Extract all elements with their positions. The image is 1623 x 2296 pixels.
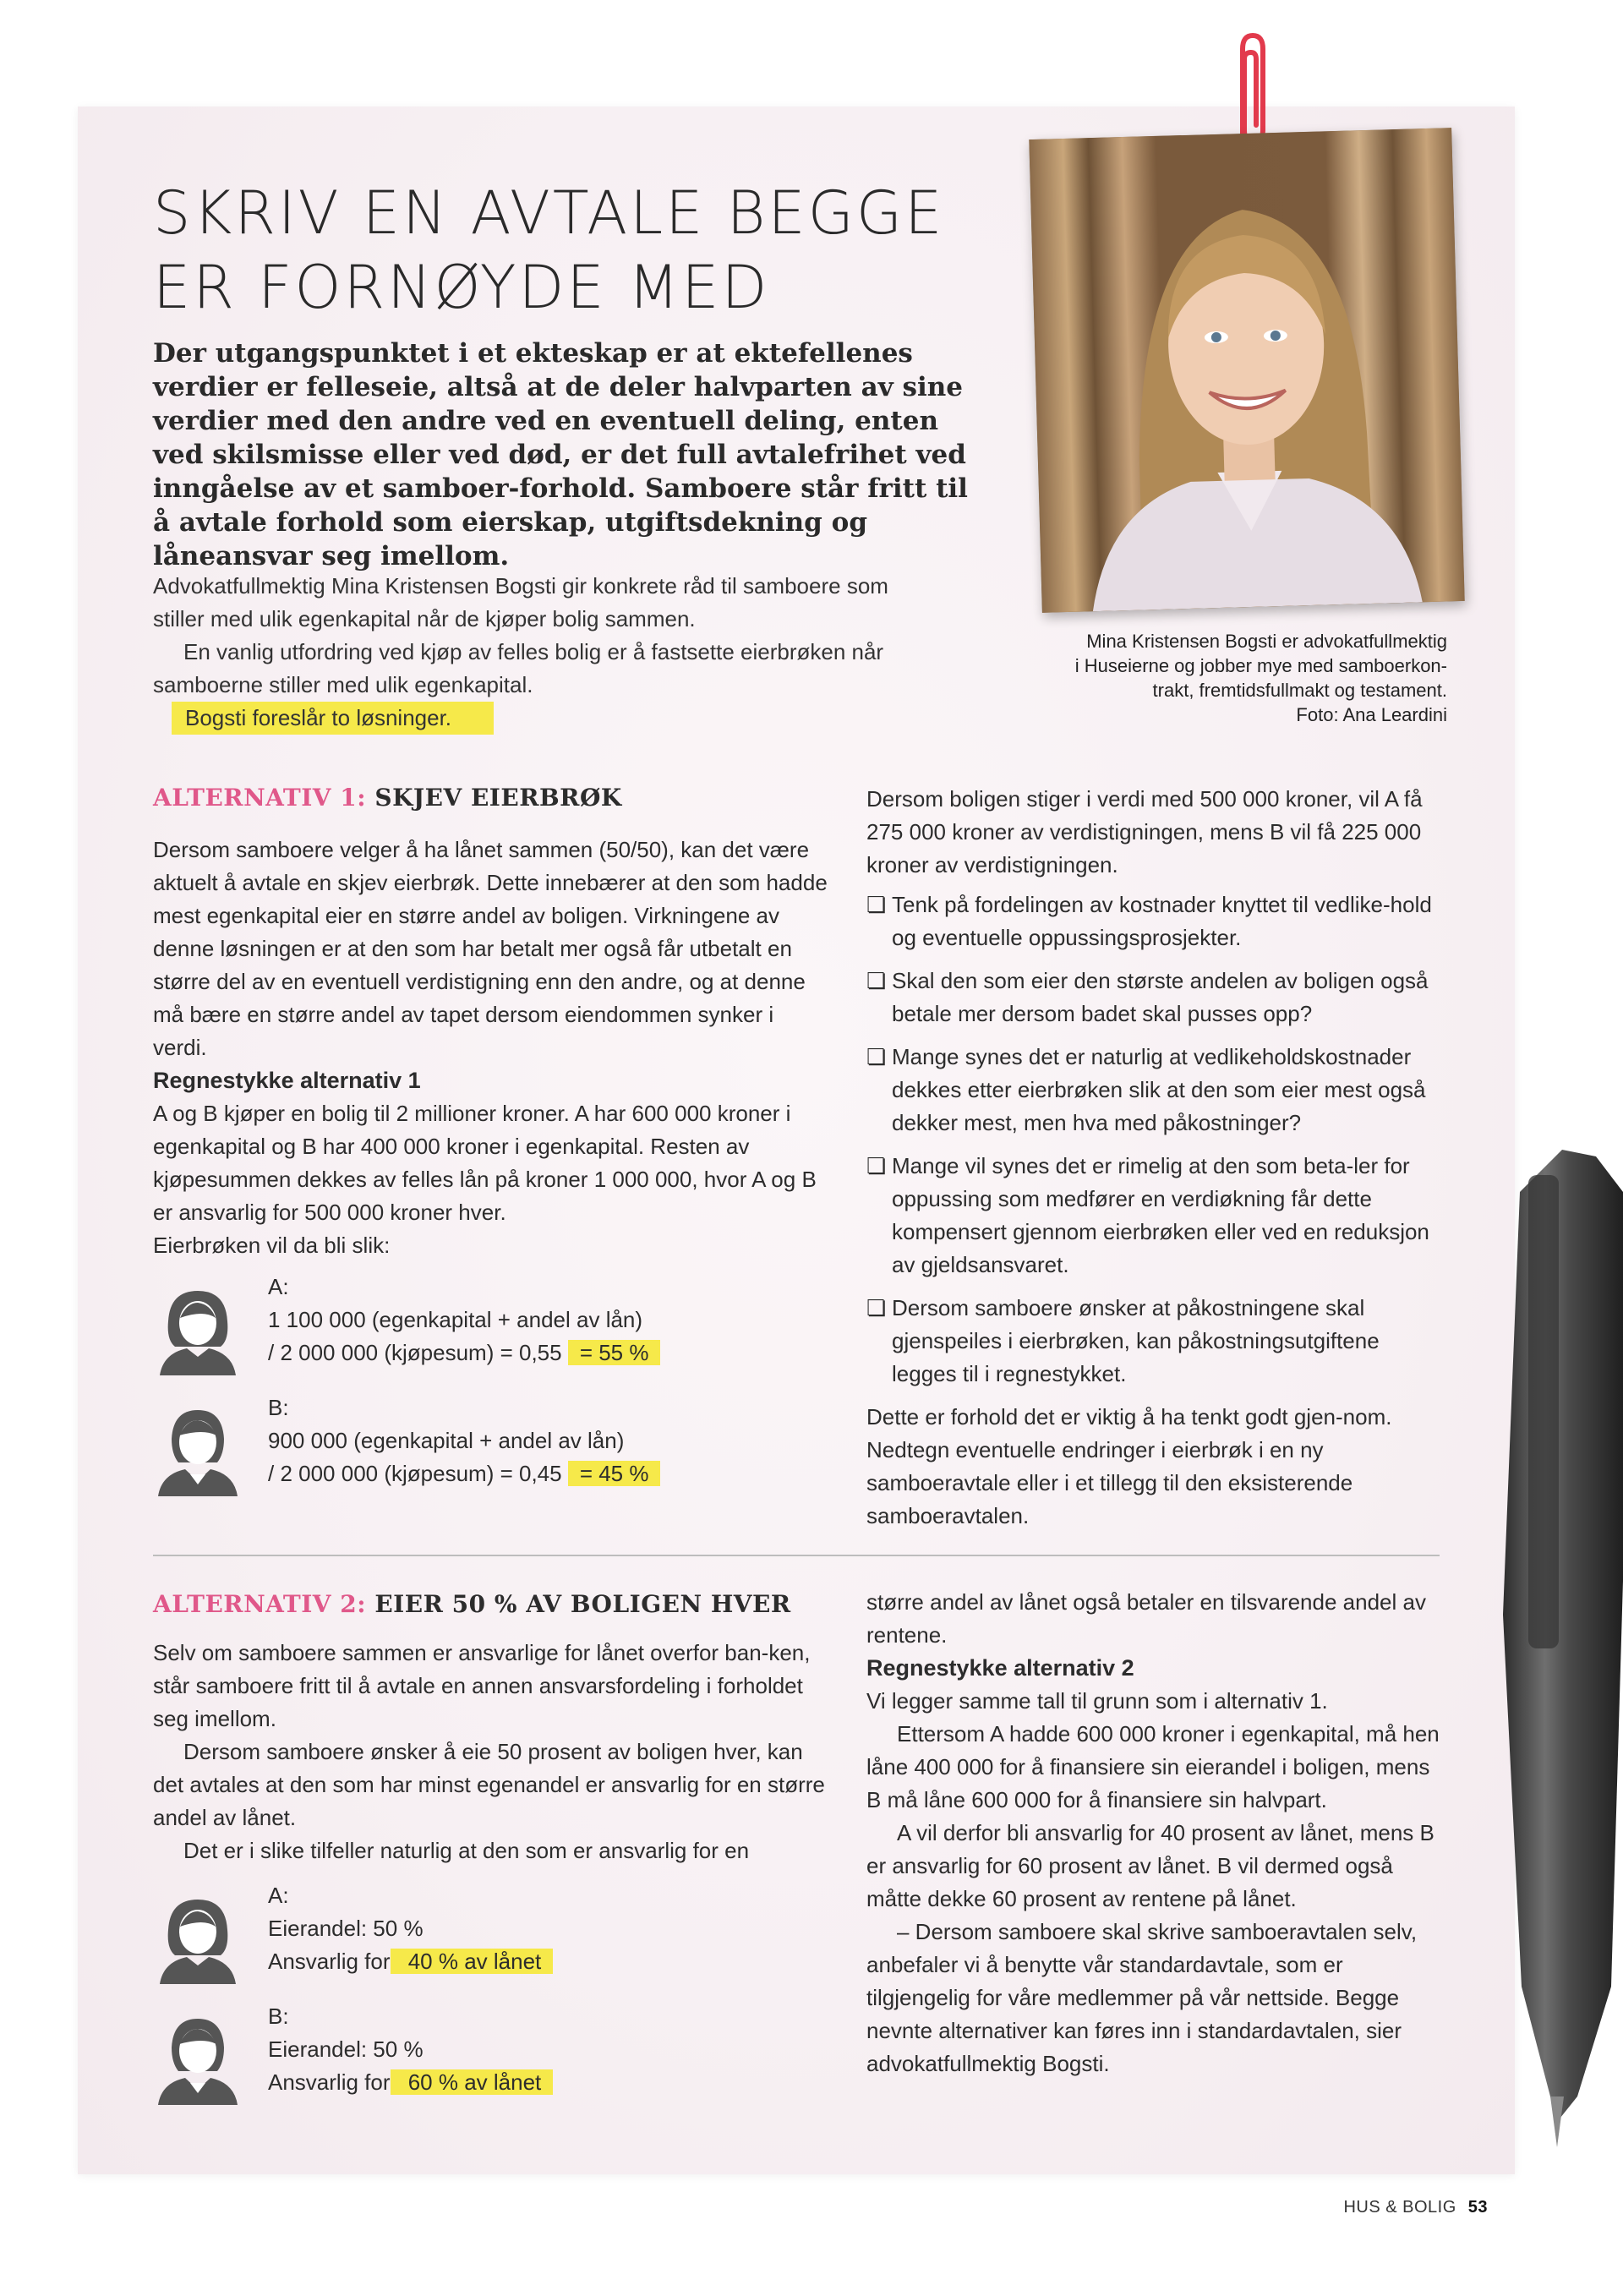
calc-1-a-line-1: 1 100 000 (egenkapital + andel av lån) xyxy=(268,1307,643,1332)
caption-line-4: Foto: Ana Leardini xyxy=(1296,704,1447,725)
calc-1-a-label: A: xyxy=(268,1274,289,1299)
magazine-name: HUS & BOLIG xyxy=(1343,2198,1456,2217)
intro-paragraph-1: Advokatfullmektig Mina Kristensen Bogsti gir konkrete råd til samboere som stiller med ulik egenkapital når de kjøper bolig sammen. xyxy=(153,573,888,631)
checklist-item: ❏ Mange vil synes det er rimelig at den som beta-ler for oppussing som medfører en verdiøkning får dette kompensert gjennom eierbrøken eller ved en reduksjon av gjeldsansvaret. xyxy=(866,1150,1450,1282)
section-divider xyxy=(153,1555,1440,1556)
calc-2-person-b xyxy=(153,2000,829,2099)
alternative-1-title: SKJEV EIERBRØK xyxy=(374,784,622,812)
alternative-1-heading xyxy=(153,781,829,815)
calc-1-person-a xyxy=(153,1271,829,1369)
alternative-1-label: ALTERNATIV 1: xyxy=(153,784,367,812)
calc-2-paragraph-4: – Dersom samboere skal skrive samboeravtalen selv, anbefaler vi å benytte vår standardavtale, som er tilgjengelig for våre medlemmer på vår nettside. Begge nevnte alternativer kan føres inn i standardavtalen, sier advokatfullmektig Bogsti. xyxy=(866,1919,1418,2076)
checklist-item: ❏ Mange synes det er naturlig at vedlikeholdskostnader dekkes etter eierbrøken slik at den som eier mest også dekker mest, men hva med påkostninger? xyxy=(866,1041,1450,1140)
caption-line-2: i Huseierne og jobber mye med samboerkon- xyxy=(1074,655,1447,676)
calc-2-paragraph-3: A vil derfor bli ansvarlig for 40 prosent av lånet, mens B er ansvarlig for 60 prosent av lånet. B vil dermed også måtte dekke 60 prosent av rentene på lånet. xyxy=(866,1820,1434,1911)
alternative-2-title: EIER 50 % AV BOLIGEN HVER xyxy=(374,1590,791,1618)
page-number: 53 xyxy=(1467,2198,1488,2217)
calc-2-paragraph-1: Vi legger samme tall til grunn som i alternativ 1. xyxy=(866,1688,1328,1714)
calc-1-b-label: B: xyxy=(268,1395,289,1420)
right-column-bottom xyxy=(866,1586,1450,2080)
pen-illustration xyxy=(1469,1141,1623,2156)
checkbox-icon: ❏ xyxy=(866,1153,887,1178)
calc-1-b-line-1: 900 000 (egenkapital + andel av lån) xyxy=(268,1428,625,1453)
alternative-2-paragraph-2: Dersom samboere ønsker å eie 50 prosent av boligen hver, kan det avtales at den som har minst egenandel er ansvarlig for en større andel av lånet. xyxy=(153,1739,825,1830)
caption-line-3: trakt, fremtidsfullmakt og testament. xyxy=(1152,680,1447,701)
alternative-2-paragraph-1: Selv om samboere sammen er ansvarlige for lånet overfor ban-ken, står samboere fritt til å avtale en annen ansvarsfordeling i forholdet seg imellom. xyxy=(153,1640,811,1731)
calc-2-a-result: 40 % av lånet xyxy=(391,1949,554,1974)
right-column-outro: Dette er forhold det er viktig å ha tenkt godt gjen-nom. Nedtegn eventuelle endringer i eierbrøk i en ny samboeravtale eller i et tillegg til den eksisterende samboeravtalen. xyxy=(866,1404,1392,1528)
checklist-item: ❏ Tenk på fordelingen av kostnader knyttet til vedlike-hold og eventuelle oppussingsprosjekter. xyxy=(866,888,1450,954)
headline-line-2: ER FORNØYDE MED xyxy=(153,253,770,322)
calc-1-a-line-2: / 2 000 000 (kjøpesum) = 0,55 xyxy=(268,1340,568,1365)
alternative-2-label: ALTERNATIV 2: xyxy=(153,1590,367,1618)
intro-paragraph-2: En vanlig utfordring ved kjøp av felles bolig er å fastsette eierbrøken når samboerne stiller med ulik egenkapital. xyxy=(153,639,884,697)
calc-2-b-result: 60 % av lånet xyxy=(391,2069,554,2095)
checklist-item: ❏ Dersom samboere ønsker at påkostningene skal gjenspeiles i eierbrøken, kan påkostningsutgiftene legges til i regnestykket. xyxy=(866,1292,1450,1391)
article-headline xyxy=(153,176,998,325)
value-increase-paragraph: Dersom boligen stiger i verdi med 500 000 kroner, vil A få 275 000 kroner av verdistigningen, mens B vil få 225 000 kroner av verdistigningen. xyxy=(866,786,1423,877)
calc-2-a-line-1: Eierandel: 50 % xyxy=(268,1916,424,1941)
page-footer xyxy=(1302,2198,1488,2217)
portrait-photo xyxy=(1029,128,1464,613)
calc-2-b-prefix: Ansvarlig for xyxy=(268,2069,391,2095)
calc-2-paragraph-2: Ettersom A hadde 600 000 kroner i egenkapital, må hen låne 400 000 for å finansiere sin eierandel i boligen, mens B må låne 600 000 for å finansiere sin halvpart. xyxy=(866,1721,1440,1812)
photo-caption xyxy=(955,629,1447,727)
checkbox-icon: ❏ xyxy=(866,1044,887,1069)
checkbox-icon: ❏ xyxy=(866,968,887,993)
alternative-2-paragraph-3: Det er i slike tilfeller naturlig at den som er ansvarlig for en xyxy=(183,1838,750,1863)
checklist xyxy=(866,888,1450,1391)
lead-paragraph: Der utgangspunktet i et ekteskap er at ektefellenes verdier er felleseie, altså at de deler halvparten av sine verdier med den andre ved en eventuell deling, enten ved skilsmisse eller ved død, er det full avtalefrihet ved inngåelse av et samboer-forhold. Samboere står fritt til å avtale forhold som eierskap, utgiftsdekning og låneansvar seg imellom. xyxy=(153,338,968,571)
alternative-2-heading xyxy=(153,1588,829,1621)
calc-1-a-result: = 55 % xyxy=(568,1340,661,1365)
alternative-1-section xyxy=(153,781,829,1490)
calc-2-b-label: B: xyxy=(268,2004,289,2029)
checkbox-icon: ❏ xyxy=(866,892,887,917)
calc-1-title: Regnestykke alternativ 1 xyxy=(153,1068,421,1093)
calc-1-body: A og B kjøper en bolig til 2 millioner kroner. A har 600 000 kroner i egenkapital og B har 400 000 kroner i egenkapital. Resten av kjøpesummen dekkes av felles lån på kroner 1 000 000, hvor A og B er ansvarlig for 500 000 kroner hver. xyxy=(153,1101,817,1225)
calc-2-a-label: A: xyxy=(268,1883,289,1908)
headline-line-1: SKRIV EN AVTALE BEGGE xyxy=(153,178,945,248)
calc-2-a-prefix: Ansvarlig for xyxy=(268,1949,391,1974)
calc-2-person-a xyxy=(153,1879,829,1978)
calc-2-title: Regnestykke alternativ 2 xyxy=(866,1655,1134,1681)
alternative-1-body: Dersom samboere velger å ha lånet sammen (50/50), kan det være aktuelt å avtale en skjev eierbrøk. Dette innebærer at den som hadde mest egenkapital eier en større andel av boligen. Virkningene av denne løsningen er at den som har betalt mer også får utbetalt en større del av en eventuell verdistigning enn den andre, og at denne må bære en større andel av tapet dersom eiendommen synker i verdi. xyxy=(153,837,828,1060)
continuation-paragraph: større andel av lånet også betaler en tilsvarende andel av rentene. xyxy=(866,1589,1426,1648)
right-column-top xyxy=(866,783,1450,1533)
calc-2-b-line-1: Eierandel: 50 % xyxy=(268,2036,424,2062)
calc-1-b-line-2: / 2 000 000 (kjøpesum) = 0,45 xyxy=(268,1461,568,1486)
alternative-2-section xyxy=(153,1588,829,2099)
checklist-item: ❏ Skal den som eier den største andelen av boligen også betale mer dersom badet skal pusses opp? xyxy=(866,965,1450,1030)
calc-1-person-b xyxy=(153,1391,829,1490)
intro-text xyxy=(153,570,897,735)
checkbox-icon: ❏ xyxy=(866,1295,887,1320)
intro-highlight: Bogsti foreslår to løsninger. xyxy=(172,702,494,735)
calc-1-lead: Eierbrøken vil da bli slik: xyxy=(153,1233,391,1258)
caption-line-1: Mina Kristensen Bogsti er advokatfullmektig xyxy=(1086,631,1447,652)
calc-1-b-result: = 45 % xyxy=(568,1461,661,1486)
